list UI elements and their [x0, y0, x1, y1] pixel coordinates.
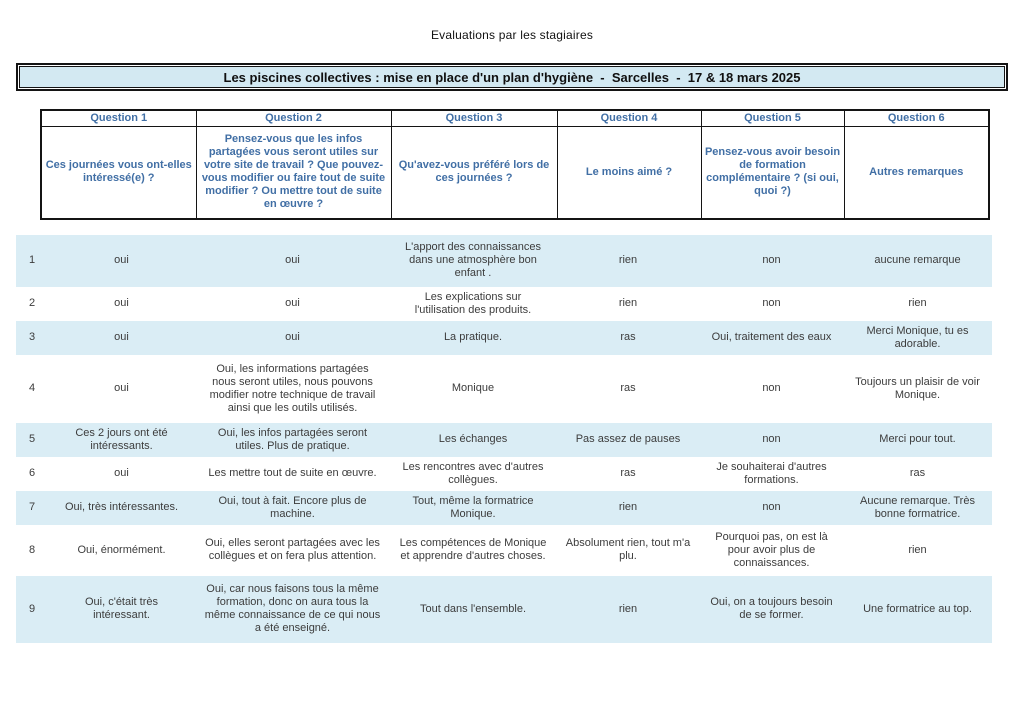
responses-table: [16, 235, 992, 643]
answer-cell-q1: Oui, très intéressantes.: [64, 501, 179, 513]
question-text-1: Ces journées vous ont-elles intéressé(e) ?: [41, 127, 196, 219]
answer-cell-q6: Merci pour tout.: [879, 433, 956, 445]
answer-cell-q2: Oui, elles seront partagées avec les collègues et on fera plus attention.: [205, 537, 380, 562]
row-number: 5: [28, 433, 36, 445]
answer-cell-q1: oui: [114, 382, 129, 394]
answer-cell-q4: ras: [620, 331, 636, 343]
table-row: [16, 287, 992, 321]
answer-cell-q4: rien: [618, 602, 638, 615]
answer-cell-q4: ras: [620, 467, 636, 479]
answer-cell-q2: Oui, les infos partagées seront utiles. Plus de pratique.: [217, 426, 368, 452]
answer-cell-q4: rien: [618, 297, 638, 309]
table-row: [16, 321, 992, 355]
table-row: [16, 235, 992, 287]
answer-cell-q2: oui: [285, 297, 300, 309]
answer-cell-q4: rien: [618, 501, 638, 513]
answer-cell-q1: oui: [114, 254, 129, 266]
table-row: [16, 423, 992, 457]
responses-table-body: [16, 235, 992, 643]
answer-cell-q6: aucune remarque: [874, 254, 961, 266]
row-number: 9: [28, 602, 36, 615]
answer-cell-q1: Ces 2 jours ont été intéressants.: [75, 426, 168, 452]
session-banner: [16, 63, 1008, 91]
question-text-4: Le moins aimé ?: [557, 127, 701, 219]
row-number: 8: [28, 543, 36, 556]
table-row: [16, 576, 992, 643]
answer-cell-q6: rien: [908, 297, 927, 309]
table-row: [16, 525, 992, 576]
answer-cell-q5: Oui, traitement des eaux: [711, 331, 832, 343]
question-label-2: Question 2: [196, 110, 391, 127]
answer-cell-q5: non: [762, 254, 781, 266]
answer-cell-q3: L'apport des connaissances dans une atmosphère bon enfant .: [404, 241, 542, 279]
question-labels-row: [41, 110, 989, 127]
table-row: [16, 355, 992, 423]
row-number: 3: [28, 331, 36, 343]
answer-cell-q4: rien: [618, 254, 638, 266]
answer-cell-q2: Oui, les informations partagées nous seront utiles, nous pouvons modifier notre technique de travail ainsi que les outils utilisés.: [209, 362, 376, 414]
answer-cell-q4: Absolument rien, tout m'a plu.: [565, 537, 691, 562]
question-text-2: Pensez-vous que les infos partagées vous seront utiles sur votre site de travail ? Que pouvez-vous modifier ou faire tout de suite modifier ? Ou mettre tout de suite en œuvre ?: [196, 127, 391, 219]
answer-cell-q6: Aucune remarque. Très bonne formatrice.: [860, 494, 975, 520]
question-label-6: Question 6: [844, 110, 989, 127]
table-row: [16, 491, 992, 525]
answer-cell-q3: Tout dans l'ensemble.: [419, 602, 527, 615]
answer-cell-q1: Oui, c'était très intéressant.: [84, 596, 158, 621]
question-label-5: Question 5: [701, 110, 844, 127]
row-number: 2: [28, 297, 36, 309]
answer-cell-q6: rien: [908, 543, 927, 556]
question-text-5: Pensez-vous avoir besoin de formation complémentaire ? (si oui, quoi ?): [701, 127, 844, 219]
question-label-4: Question 4: [557, 110, 701, 127]
answer-cell-q6: Une formatrice au top.: [863, 602, 972, 615]
row-number: 6: [28, 467, 36, 479]
answer-cell-q3: Les compétences de Monique et apprendre d'autres choses.: [399, 537, 547, 562]
questions-header-table: [40, 109, 990, 220]
question-texts-row: [41, 127, 989, 219]
row-number: 7: [28, 501, 36, 513]
answer-cell-q6: Merci Monique, tu es adorable.: [866, 324, 969, 350]
question-text-3: Qu'avez-vous préféré lors de ces journées ?: [391, 127, 557, 219]
page-title: Evaluations par les stagiaires: [430, 28, 594, 42]
answer-cell-q5: non: [762, 501, 781, 513]
answer-cell-q2: oui: [285, 331, 300, 343]
answer-cell-q5: Pourquoi pas, on est là pour avoir plus de connaissances.: [715, 530, 828, 569]
answer-cell-q5: Je souhaiterai d'autres formations.: [716, 460, 827, 486]
row-number: 1: [28, 254, 36, 266]
table-row: [16, 457, 992, 491]
answer-cell-q3: La pratique.: [443, 331, 503, 343]
answer-cell-q3: Les rencontres avec d'autres collègues.: [402, 460, 544, 486]
answer-cell-q2: Oui, car nous faisons tous la même formation, donc on aura tous la même connaissance de ce qui nous a été enseigné.: [204, 583, 381, 634]
answer-cell-q5: non: [762, 382, 781, 394]
answer-cell-q2: Oui, tout à fait. Encore plus de machine.: [218, 494, 367, 520]
answer-cell-q3: Tout, même la formatrice Monique.: [412, 494, 534, 520]
answer-cell-q1: oui: [114, 331, 129, 343]
answer-cell-q4: Pas assez de pauses: [575, 433, 681, 445]
answer-cell-q2: Les mettre tout de suite en œuvre.: [208, 467, 377, 479]
answer-cell-q4: ras: [620, 382, 636, 394]
answer-cell-q3: Monique: [451, 382, 495, 394]
answer-cell-q1: oui: [114, 467, 129, 479]
row-number: 4: [28, 382, 36, 394]
answer-cell-q6: Toujours un plaisir de voir Monique.: [855, 375, 980, 401]
answer-cell-q3: Les échanges: [438, 433, 508, 445]
answer-cell-q6: ras: [909, 467, 926, 479]
answer-cell-q5: non: [762, 297, 781, 309]
answer-cell-q1: oui: [114, 297, 129, 309]
question-text-6: Autres remarques: [844, 127, 989, 219]
session-banner-text: Les piscines collectives : mise en place d'un plan d'hygiène - Sarcelles - 17 & 18 mars 2025: [19, 66, 1005, 88]
answer-cell-q3: Les explications sur l'utilisation des produits.: [414, 290, 532, 316]
answer-cell-q1: Oui, énormément.: [77, 543, 166, 556]
question-label-1: Question 1: [41, 110, 196, 127]
answer-cell-q5: Oui, on a toujours besoin de se former.: [710, 596, 833, 621]
answer-cell-q5: non: [762, 433, 781, 445]
answer-cell-q2: oui: [285, 254, 300, 266]
question-label-3: Question 3: [391, 110, 557, 127]
